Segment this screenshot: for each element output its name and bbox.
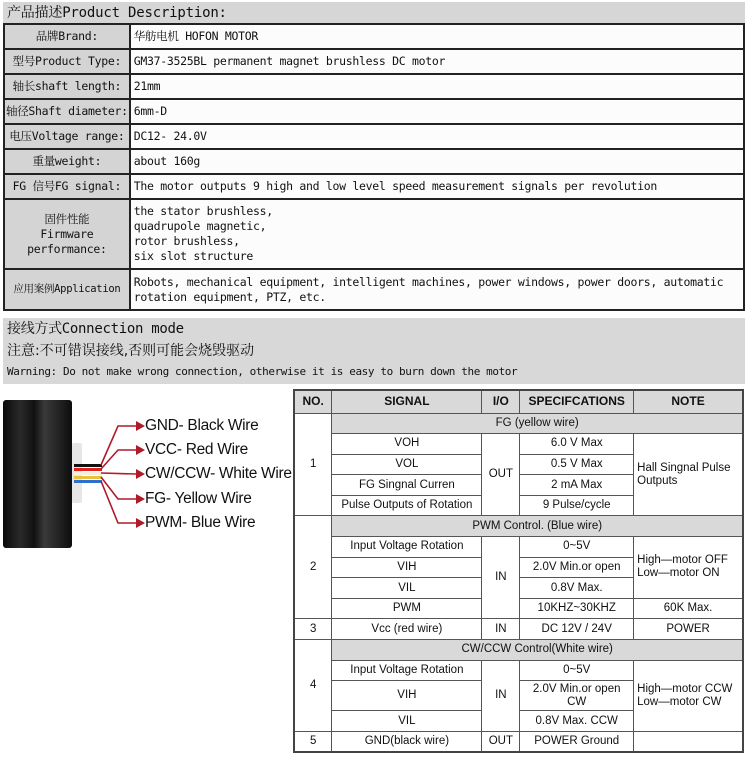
note-cell: POWER [634, 619, 743, 640]
spec-cell: 2.0V Min.or open CW [520, 681, 634, 711]
table-row [4, 99, 744, 124]
wire-label-fg: FG- Yellow Wire [145, 490, 252, 507]
firmware-label-line: 固件性能 [44, 211, 90, 226]
product-description-header: 产品描述Product Description: [3, 2, 745, 24]
table-row [294, 537, 743, 558]
signal-cell: Vcc (red wire) [332, 619, 482, 640]
spec-cell: 0.8V Max. [520, 578, 634, 599]
table-row [294, 413, 743, 434]
signal-cell: Input Voltage Rotation [332, 537, 482, 558]
spec-cell: 0~5V [520, 537, 634, 558]
table-row [4, 124, 744, 149]
firmware-label-line: Firmware [40, 226, 94, 241]
signal-cell: GND(black wire) [332, 731, 482, 752]
spec-label-firmware [4, 199, 130, 269]
firmware-label-line: performance: [27, 241, 107, 256]
group-title-pwm: PWM Control. (Blue wire) [332, 516, 743, 537]
signal-cell: Input Voltage Rotation [332, 660, 482, 681]
note-cell [634, 731, 743, 752]
table-row [4, 24, 744, 49]
table-row [294, 516, 743, 537]
table-row [294, 640, 743, 661]
spec-value-brand: 华舫电机 HOFON MOTOR [130, 24, 744, 49]
connection-mode-section [3, 318, 745, 384]
signal-cell: VOL [332, 454, 482, 475]
spec-label-brand: 品牌Brand: [4, 24, 130, 49]
connection-note-cn: 注意:不可错误接线,否则可能会烧毁驱动 [7, 343, 255, 359]
wire-label-cw-ccw: CW/CCW- White Wire [145, 465, 292, 482]
motor-wiring-illustration [0, 388, 292, 568]
table-header-row [294, 390, 743, 413]
firmware-value-line: quadrupole magnetic, [133, 219, 267, 233]
table-row [294, 660, 743, 681]
spec-label-voltage-range: 电压Voltage range: [4, 124, 130, 149]
spec-label-application: 应用案例Application [4, 269, 130, 310]
signal-cell: Pulse Outputs of Rotation [332, 495, 482, 516]
table-row [4, 74, 744, 99]
spec-label-shaft-length: 轴长shaft length: [4, 74, 130, 99]
signal-cell: PWM [332, 598, 482, 619]
spec-cell: 2.0V Min.or open [520, 557, 634, 578]
spec-value-shaft-length: 21mm [130, 74, 744, 99]
spec-value-voltage-range: DC12- 24.0V [130, 124, 744, 149]
spec-cell: DC 12V / 24V [520, 619, 634, 640]
group-title-fg: FG (yellow wire) [332, 413, 743, 434]
table-row [4, 149, 744, 174]
note-cell: 60K Max. [634, 598, 743, 619]
spec-cell: 0.8V Max. CCW [520, 711, 634, 732]
signal-cell: VOH [332, 434, 482, 455]
table-row [4, 199, 744, 269]
spec-value-firmware [130, 199, 744, 269]
table-row [4, 49, 744, 74]
application-value-line: rotation equipment, PTZ, etc. [133, 289, 326, 304]
note-line: High—motor CCW [637, 682, 733, 695]
spec-cell: 0.5 V Max [520, 454, 634, 475]
spec-value-weight: about 160g [130, 149, 744, 174]
io-cell: OUT [482, 731, 520, 752]
row-number: 4 [294, 640, 332, 732]
signal-cell: VIH [332, 557, 482, 578]
firmware-value-line: rotor brushless, [133, 234, 240, 248]
io-cell: OUT [482, 434, 520, 516]
group-title-cw-ccw: CW/CCW Control(White wire) [332, 640, 743, 661]
col-header-specifications: SPECIFCATIONS [520, 390, 634, 413]
signal-cell: VIL [332, 578, 482, 599]
col-header-signal: SIGNAL [332, 390, 482, 413]
spec-label-fg-signal: FG 信号FG signal: [4, 174, 130, 199]
spec-label-product-type: 型号Product Type: [4, 49, 130, 74]
connection-warning: Warning: Do not make wrong connection, otherwise it is easy to burn down the motor [7, 365, 518, 378]
wire-label-gnd: GND- Black Wire [145, 417, 259, 434]
firmware-value-line: six slot structure [133, 249, 253, 263]
product-description-table [3, 23, 745, 311]
col-header-no: NO. [294, 390, 332, 413]
col-header-io: I/O [482, 390, 520, 413]
note-line: High—motor OFF [637, 554, 728, 567]
wire-label-pwm: PWM- Blue Wire [145, 514, 256, 531]
io-cell: IN [482, 619, 520, 640]
firmware-value-line: the stator brushless, [133, 204, 273, 218]
spec-value-fg-signal: The motor outputs 9 high and low level speed measurement signals per revolution [130, 174, 744, 199]
spec-cell: 0~5V [520, 660, 634, 681]
table-row [294, 434, 743, 455]
connection-mode-title: 接线方式Connection mode [7, 321, 184, 337]
spec-value-application [130, 269, 744, 310]
table-row [294, 731, 743, 752]
spec-cell: 6.0 V Max [520, 434, 634, 455]
table-row [4, 269, 744, 310]
col-header-note: NOTE [634, 390, 743, 413]
wire-label-vcc: VCC- Red Wire [145, 441, 248, 458]
spec-label-weight: 重量weight: [4, 149, 130, 174]
signal-cell: VIL [332, 711, 482, 732]
note-cell: Hall Singnal Pulse Outputs [634, 434, 743, 516]
signal-spec-table [293, 389, 744, 753]
io-cell: IN [482, 660, 520, 731]
io-cell: IN [482, 537, 520, 619]
row-number: 5 [294, 731, 332, 752]
note-cell [634, 537, 743, 599]
signal-cell: VIH [332, 681, 482, 711]
application-value-line: Robots, mechanical equipment, intelligent machines, power windows, power doors, automatic [133, 274, 724, 289]
table-row [294, 619, 743, 640]
row-number: 1 [294, 413, 332, 516]
spec-cell: 10KHZ~30KHZ [520, 598, 634, 619]
table-row [4, 174, 744, 199]
note-line: Low—motor CW [637, 695, 722, 708]
note-line: Low—motor ON [637, 567, 720, 580]
spec-label-shaft-diameter: 轴径Shaft diameter: [4, 99, 130, 124]
spec-cell: POWER Ground [520, 731, 634, 752]
note-cell [634, 660, 743, 731]
row-number: 2 [294, 516, 332, 619]
signal-cell: FG Singnal Curren [332, 475, 482, 496]
row-number: 3 [294, 619, 332, 640]
spec-cell: 2 mA Max [520, 475, 634, 496]
spec-value-shaft-diameter: 6mm-D [130, 99, 744, 124]
spec-cell: 9 Pulse/cycle [520, 495, 634, 516]
spec-value-product-type: GM37-3525BL permanent magnet brushless DC motor [130, 49, 744, 74]
